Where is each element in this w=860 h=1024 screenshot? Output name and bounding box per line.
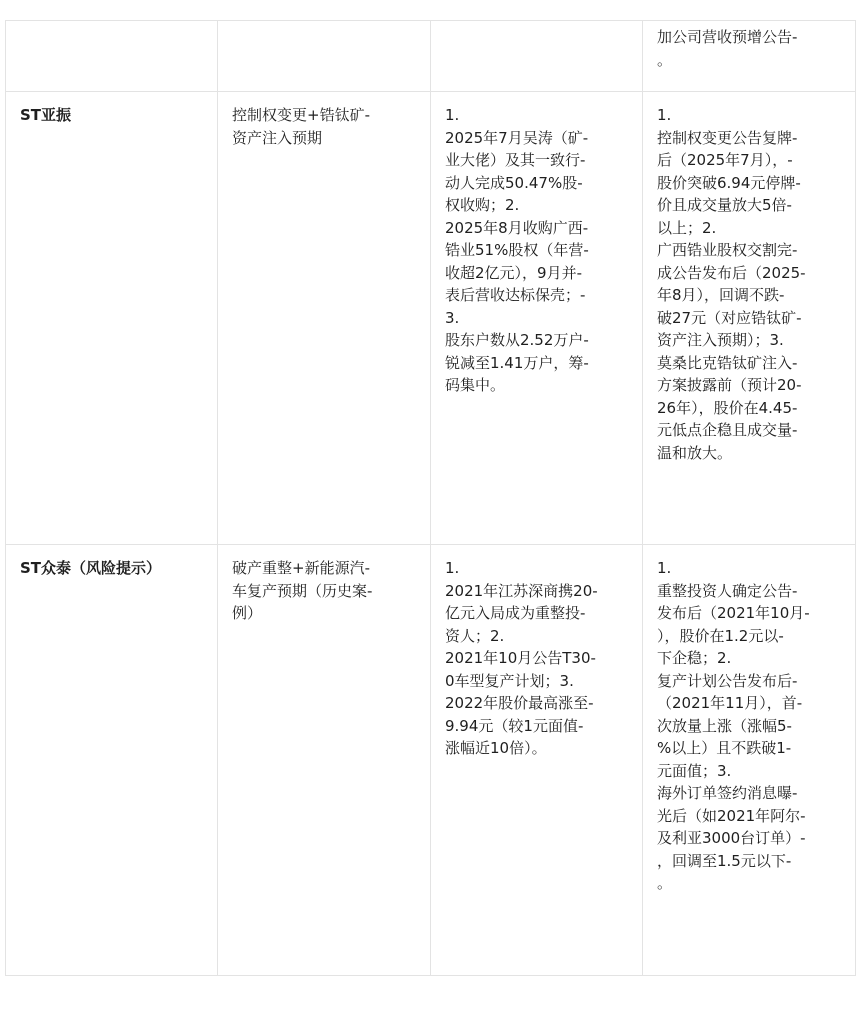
cell-text-line: 2022年股价最高涨至- <box>445 694 594 712</box>
events-cell <box>431 92 643 545</box>
stock-name-cell <box>6 92 218 545</box>
cell-text-line: 年8月），回调不跌- <box>657 286 785 304</box>
cell-text-line: 1. <box>445 106 460 124</box>
cell-text-line: 元面值；3. <box>657 761 732 780</box>
signals-cell <box>643 92 856 545</box>
cell-text-line: 发布后（2021年10月- <box>657 604 810 622</box>
cell-text-line: 光后（如2021年阿尔- <box>657 806 806 825</box>
stock-name-cell <box>6 545 218 976</box>
cell-text-line: 。 <box>657 874 673 892</box>
cell-text-line: 1. <box>657 559 672 577</box>
cell-text-line: 温和放大。 <box>657 443 733 462</box>
cell-text-line: 及利亚3000台订单）- <box>657 829 806 847</box>
cell-text-line: 锐减至1.41万户，筹- <box>445 353 589 372</box>
cell-text-line: 2025年7月吴涛（矿- <box>445 128 589 147</box>
cell-text-line: 9.94元（较1元面值- <box>445 716 584 735</box>
events-cell <box>431 21 643 92</box>
cell-text-line: ），股价在1.2元以- <box>657 626 784 645</box>
cell-text-line: 复产计划公告发布后- <box>657 671 798 690</box>
cell-text-line: 方案披露前（预计20- <box>657 376 802 394</box>
signals-cell <box>643 21 856 92</box>
cell-text-line: 表后营收达标保壳；- <box>445 286 586 304</box>
cell-text-line: 控制权变更公告复牌- <box>657 128 798 147</box>
cell-text-line: 1. <box>445 559 460 577</box>
cell-text-line: 26年），股价在4.45- <box>657 398 798 417</box>
cell-text-line: 车复产预期（历史案- <box>232 581 373 600</box>
cell-text-line: 0车型复产计划；3. <box>445 671 574 690</box>
cell-text-line: 收超2亿元），9月并- <box>445 263 583 282</box>
cell-text-line: 权收购；2. <box>445 196 520 214</box>
cell-text-line: 加公司营收预增公告- <box>657 28 798 46</box>
cell-text-line: 动人完成50.47%股- <box>445 173 583 192</box>
cell-text-line: 广西锆业股权交割完- <box>657 241 798 259</box>
cell-text-line: 价且成交量放大5倍- <box>657 196 792 214</box>
cell-text-line: 1. <box>657 106 672 124</box>
cell-text-line: 下企稳；2. <box>657 649 732 667</box>
cell-text-line: 股东户数从2.52万户- <box>445 331 589 349</box>
cell-text-line: 重整投资人确定公告- <box>657 581 798 600</box>
cell-text-line: 3. <box>445 308 460 327</box>
theme-cell <box>218 545 431 976</box>
theme-cell <box>218 92 431 545</box>
stock-table <box>5 20 856 976</box>
cell-text-line: 锆业51%股权（年营- <box>445 241 589 259</box>
cell-text-line: 元低点企稳且成交量- <box>657 421 798 439</box>
cell-text-line: 成公告发布后（2025- <box>657 263 806 282</box>
cell-text-line: 海外订单签约消息曝- <box>657 784 798 802</box>
cell-text-line: （2021年11月），首- <box>657 694 803 712</box>
cell-text-line: 码集中。 <box>445 376 506 394</box>
theme-cell <box>218 21 431 92</box>
cell-text-line: 以上；2. <box>657 218 717 237</box>
stock-name-cell <box>6 21 218 92</box>
cell-text-line: ST众泰（风险提示） <box>20 559 162 577</box>
cell-text-line: 资产注入预期 <box>232 128 323 147</box>
cell-text-line: 后（2025年7月），- <box>657 151 793 169</box>
signals-cell <box>643 545 856 976</box>
table-row <box>6 92 856 545</box>
cell-text-line: 2025年8月收购广西- <box>445 218 589 237</box>
table-row <box>6 545 856 976</box>
cell-text-line: 资人；2. <box>445 626 505 645</box>
cell-text-line: 股价突破6.94元停牌- <box>657 173 801 192</box>
cell-text-line: %以上）且不跌破1- <box>657 739 792 757</box>
cell-text-line: 业大佬）及其一致行- <box>445 151 586 169</box>
cell-text-line: 涨幅近10倍）。 <box>445 739 547 757</box>
cell-text-line: 破27元（对应锆钛矿- <box>657 308 802 327</box>
cell-text-line: 破产重整+新能源汽- <box>232 559 370 577</box>
table-row <box>6 21 856 92</box>
cell-text-line: 2021年江苏深商携20- <box>445 581 598 600</box>
cell-text-line: 。 <box>657 50 673 69</box>
cell-text-line: 资产注入预期）；3. <box>657 331 784 349</box>
cell-text-line: ST亚振 <box>20 106 72 124</box>
events-cell <box>431 545 643 976</box>
cell-text-line: 例） <box>232 604 263 622</box>
cell-text-line: 莫桑比克锆钛矿注入- <box>657 353 798 372</box>
stock-table-wrapper <box>5 20 855 976</box>
cell-text-line: 亿元入局成为重整投- <box>445 604 586 622</box>
cell-text-line: 2021年10月公告T30- <box>445 649 596 667</box>
cell-text-line: 次放量上涨（涨幅5- <box>657 716 792 735</box>
cell-text-line: ，回调至1.5元以下- <box>657 851 792 870</box>
cell-text-line: 控制权变更+锆钛矿- <box>232 106 370 124</box>
